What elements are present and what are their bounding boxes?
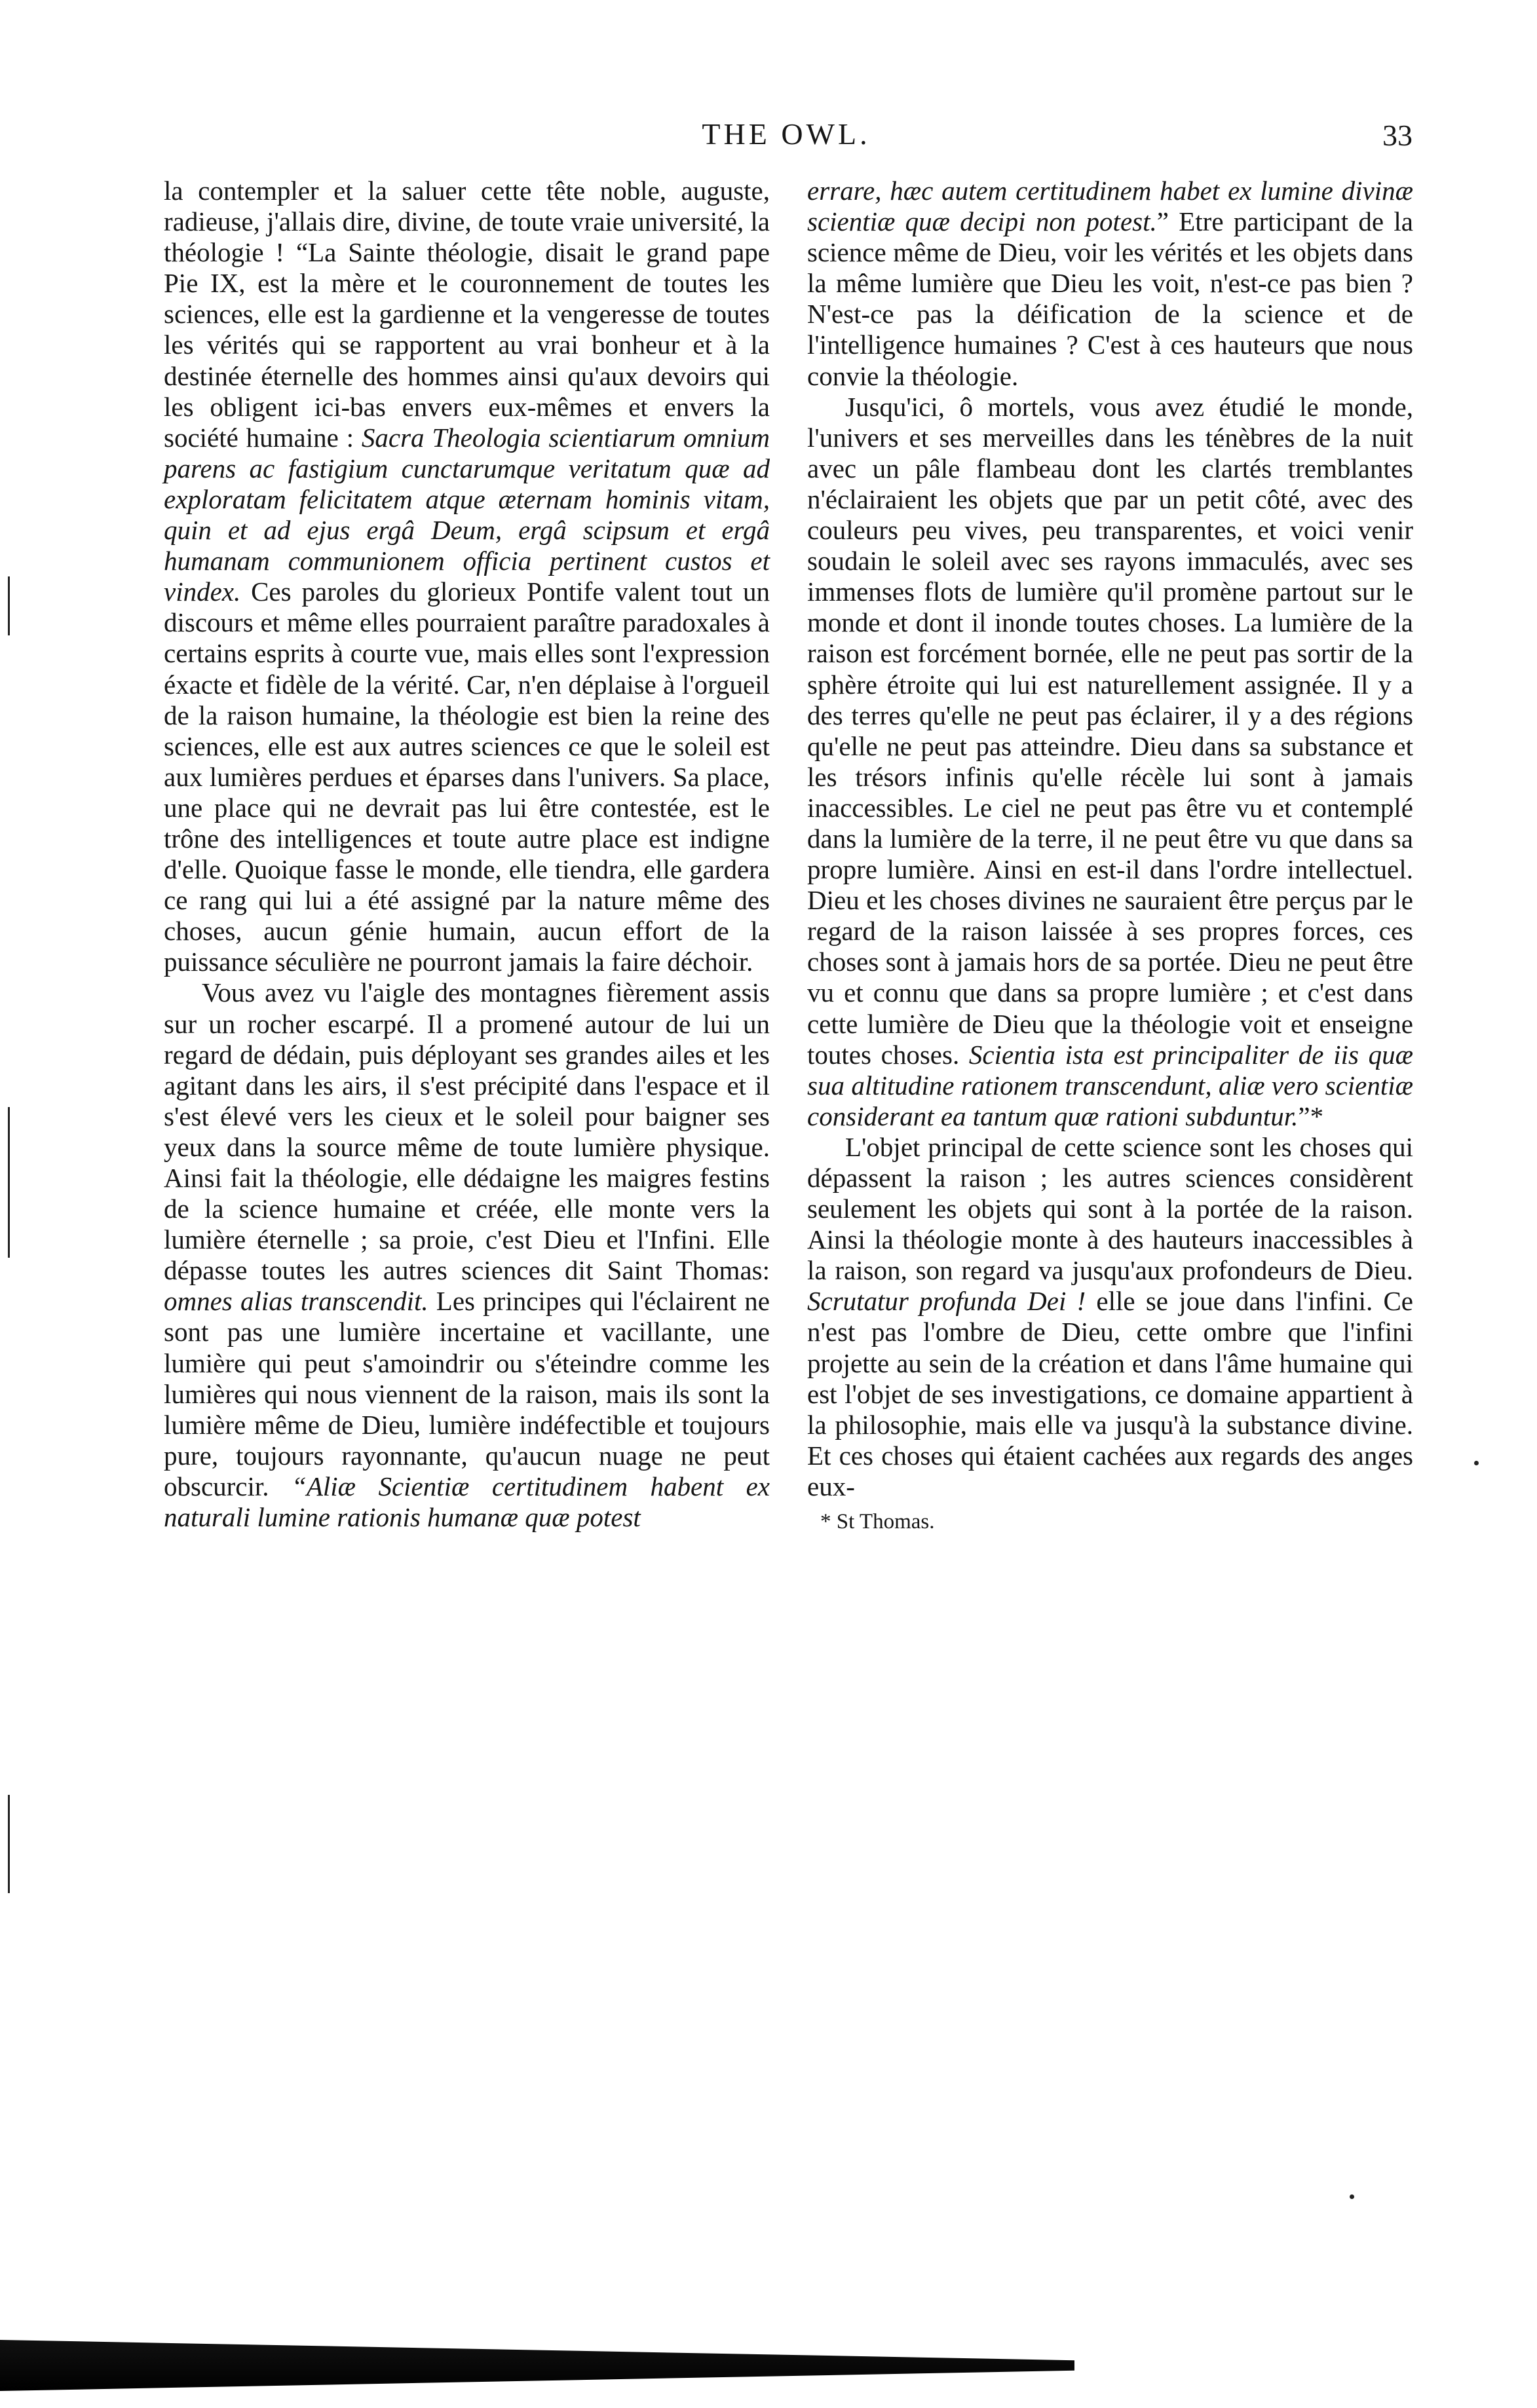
footnote: * St Thomas. [820, 1510, 935, 1534]
latin-quotation: Scrutatur profunda Dei ! [807, 1286, 1086, 1317]
paragraph-text: ” Etre participant de la science même de Dieu, voir les vérités et les objets dans la même lumière que Dieu les voit, n'est-ce pas bien ? N'est-ce pas la déification de la science et de l'intelligence humaines ? C'est à ces hauteurs que nous convie la théologie. [807, 206, 1413, 391]
paragraph-text: L'objet principal de cette science sont les choses qui dépassent la raison ; les autres sciences considèrent seulement les objets qui sont à la portée de la raison. Ainsi la théologie monte à des hauteurs inaccessibles à la raison, son regard va jusqu'aux profondeurs de Dieu. [807, 1131, 1413, 1286]
latin-quotation: “Aliæ Scientiæ certitudinem habent ex naturali lumine rationis humanæ quæ potest [164, 1471, 770, 1533]
paragraph [807, 176, 1413, 392]
running-title: THE OWL. [702, 117, 871, 151]
paragraph-text: la contempler et la saluer cette tête noble, auguste, radieuse, j'allais dire, divine, de toute vraie université, la théologie ! “La Sainte théologie, disait le grand pape Pie IX, est la mère et le couronnement de toutes les sciences, elle est la gardienne et la vengeresse de toutes les vérités qui se rapportent au vrai bonheur et à la destinée éternelle des hommes ainsi qu'aux devoirs qui les obligent ici-bas envers eux-mêmes et envers la société humaine : [164, 176, 770, 453]
page-number: 33 [1382, 119, 1413, 152]
scan-speck [1474, 1461, 1479, 1465]
paragraph-text: Jusqu'ici, ô mortels, vous avez étudié le monde, l'univers et ses merveilles dans les ténèbres de la nuit avec un pâle flambeau dont les clartés tremblantes n'éclairaient les objets que par un petit côté, avec des couleurs peu vives, peu transparentes, et voici venir soudain le soleil avec ses rayons immaculés, avec ses immenses flots de lumière qu'il promène partout sur le monde et dont il inonde toutes choses. La lumière de la raison est forcément bornée, elle ne peut pas sortir de la sphère étroite qui lui est naturellement assignée. Il y a des terres qu'elle ne peut pas éclairer, il y a des régions qu'elle ne peut pas atteindre. Dieu dans sa substance et les trésors infinis qu'elle récèle lui sont à jamais inaccessibles. Le ciel ne peut pas être vu et contemplé dans la lumière de la terre, il ne peut être vu que dans sa propre lumière. Ainsi en est-il dans l'ordre intellectuel. Dieu et les choses divines ne sauraient être perçus par le regard de la raison laissée à ses propres forces, ces choses sont à jamais hors de sa portée. Dieu ne peut être vu et connu que dans sa propre lumière ; et c'est dans cette lumière de Dieu que la théologie voit et enseigne toutes choses. [807, 391, 1413, 1070]
left-column [164, 176, 770, 1533]
scan-speck [1350, 2194, 1354, 2199]
right-column [807, 176, 1413, 1535]
latin-quotation: Scientia ista est principaliter de iis quæ sua altitudine rationem transcendunt, aliæ vero scientiæ considerant ea tantum quæ rationi subduntur. [807, 1039, 1413, 1131]
scan-margin-line [8, 1107, 10, 1258]
paragraph-text: ”* [1298, 1101, 1324, 1131]
scan-shadow-bar [0, 2340, 1074, 2391]
paragraph-text: Ces paroles du glorieux Pontife valent tout un discours et même elles pourraient paraître paradoxales à certains esprits à courte vue, mais elles sont l'expression éxacte et fidèle de la vérité. Car, n'en déplaise à l'orgueil de la raison humaine, la théologie est bien la reine des sciences, elle est aux autres sciences ce que le soleil est aux lumières perdues et éparses dans l'univers. Sa place, une place qui ne devrait pas lui être contestée, est le trône des intelligences et toute autre place est indigne d'elle. Quoique fasse le monde, elle tiendra, elle gardera ce rang qui lui a été assigné par la nature même des choses, aucun génie humain, aucun effort de la puissance séculière ne pourront jamais la faire déchoir. [164, 576, 770, 977]
scan-margin-line [8, 1795, 10, 1893]
paragraph [164, 176, 770, 977]
paragraph-text: Vous avez vu l'aigle des montagnes fièrement assis sur un rocher escarpé. Il a promené autour de lui un regard de dédain, puis déployant ses grandes ailes et les agitant dans les airs, il s'est précipité dans l'espace et il s'est élevé vers les cieux et le soleil pour baigner ses yeux dans la source même de toute lumière physique. Ainsi fait la théologie, elle dédaigne les maigres festins de la science humaine et créée, elle monte vers la lumière éternelle ; sa proie, c'est Dieu et l'Infini. Elle dépasse toutes les autres sciences dit Saint Thomas: [164, 977, 770, 1286]
paragraph-text: elle se joue dans l'infini. Ce n'est pas l'ombre de Dieu, cette ombre que l'infini projette au sein de la création et dans l'âme humaine qui est l'objet de ses investigations, ce domaine appartient à la philosophie, mais elle va jusqu'à la substance divine. Et ces choses qui étaient cachées aux regards des anges eux- [807, 1286, 1413, 1501]
paragraph [164, 977, 770, 1533]
latin-quotation: Sacra Theologia scientiarum omnium parens ac fastigium cunctarumque veritatum quæ ad exploratam felicitatem atque æternam hominis vitam, quin et ad ejus ergâ Deum, ergâ scipsum et ergâ humanam communionem officia pertinent custos et vindex. [164, 422, 770, 607]
paragraph [807, 392, 1413, 1132]
scan-margin-line [8, 576, 10, 635]
paragraph-text: Les principes qui l'éclairent ne sont pas une lumière incertaine et vacillante, une lumière qui peut s'amoindrir ou s'éteindre comme les lumières qui nous viennent de la raison, mais ils sont la lumière même de Dieu, lumière indéfectible et toujours pure, toujours rayonnante, qu'aucun nuage ne peut obscurcir. [164, 1286, 770, 1501]
latin-quotation: errare, hæc autem certitudinem habet ex lumine divinæ scientiæ quæ decipi non potest. [807, 176, 1413, 237]
paragraph [807, 1132, 1413, 1502]
latin-quotation: omnes alias transcendit. [164, 1286, 428, 1317]
